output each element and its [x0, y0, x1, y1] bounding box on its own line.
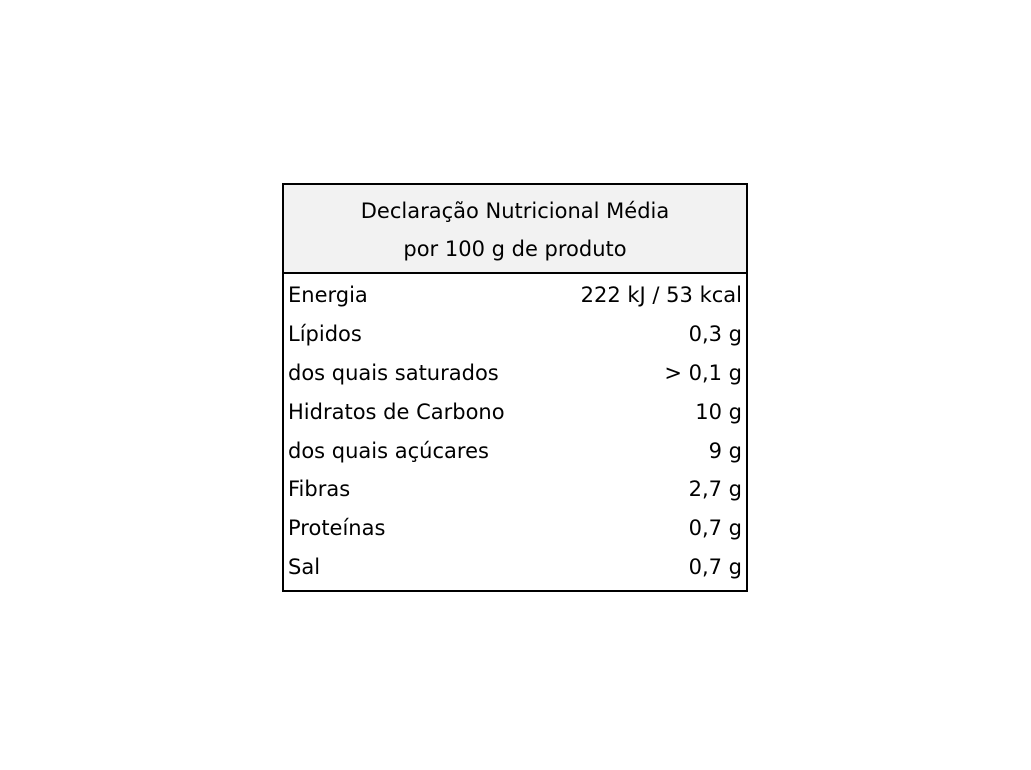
table-row-carbohydrates	[284, 392, 746, 431]
row-value: 2,7 g	[688, 477, 742, 502]
nutrition-table	[282, 183, 748, 592]
table-subtitle: por 100 g de produto	[403, 237, 627, 261]
table-row-sugars	[284, 431, 746, 470]
row-value: 222 kJ / 53 kcal	[580, 283, 742, 308]
row-value: > 0,1 g	[664, 360, 742, 385]
row-value: 0,7 g	[688, 516, 742, 541]
table-row-salt	[284, 548, 746, 587]
row-value: 0,3 g	[688, 322, 742, 347]
table-row-saturated	[284, 354, 746, 393]
row-label: dos quais açúcares	[288, 438, 489, 463]
row-value: 10 g	[695, 399, 742, 424]
row-value: 0,7 g	[688, 554, 742, 579]
table-title: Declaração Nutricional Média	[360, 199, 670, 223]
row-label: Energia	[288, 283, 368, 308]
row-label: Sal	[288, 554, 321, 579]
table-header	[284, 185, 746, 274]
row-value: 9 g	[708, 438, 742, 463]
row-label: Proteínas	[288, 516, 386, 541]
row-label: Hidratos de Carbono	[288, 399, 505, 424]
table-row-energy	[284, 276, 746, 315]
table-row-lipids	[284, 315, 746, 354]
table-body	[284, 274, 746, 590]
table-row-fiber	[284, 470, 746, 509]
row-label: Lípidos	[288, 322, 362, 347]
row-label: Fibras	[288, 477, 351, 502]
row-label: dos quais saturados	[288, 360, 499, 385]
table-row-protein	[284, 509, 746, 548]
